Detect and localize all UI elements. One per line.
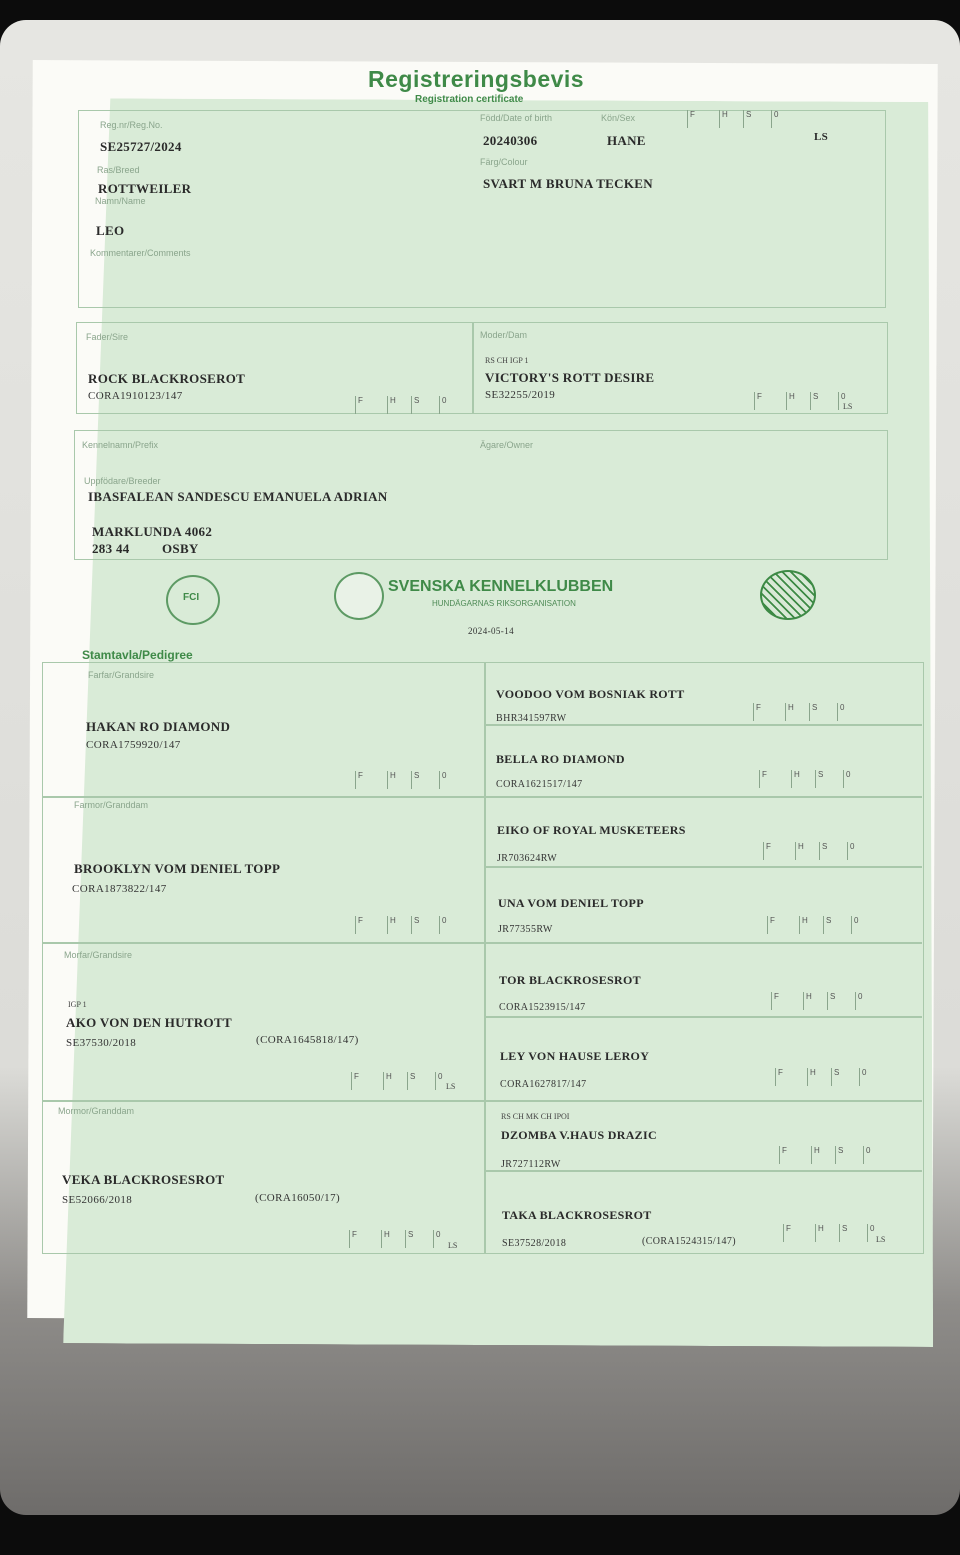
- fhs-label: 0: [870, 1224, 875, 1233]
- fhs-label: 0: [866, 1146, 871, 1155]
- fhs-label: F: [770, 916, 775, 925]
- sex-value: HANE: [607, 133, 646, 148]
- fhs-label: 0: [840, 703, 845, 712]
- great-grandparent-reg: SE37528/2018: [502, 1238, 567, 1249]
- grandsire-m-label: Morfar/Grandsire: [64, 950, 133, 960]
- fhs-label: F: [358, 396, 363, 405]
- fhs-label: H: [806, 992, 812, 1001]
- grandparent-name: VEKA BLACKROSESROT: [62, 1172, 225, 1187]
- fhs-label: F: [352, 1230, 357, 1239]
- fhs-label: 0: [438, 1072, 443, 1081]
- sire-reg: CORA1910123/147: [88, 390, 183, 402]
- grandparent-name: AKO VON DEN HUTROTT: [66, 1015, 232, 1030]
- dog-logo: [760, 570, 816, 620]
- grandparent-reg: CORA1873822/147: [72, 883, 167, 895]
- grandsire-p-label: Farfar/Grandsire: [88, 670, 155, 680]
- fhs-label: S: [414, 396, 420, 405]
- fhs-label: H: [390, 916, 396, 925]
- great-grandparent-title: RS CH MK CH IPOI: [501, 1112, 570, 1121]
- breeder-city: OSBY: [162, 541, 199, 556]
- dam-ls: LS: [843, 402, 853, 411]
- great-grandparent-name: EIKO OF ROYAL MUSKETEERS: [497, 823, 686, 837]
- certificate-subtitle: Registration certificate: [415, 94, 524, 105]
- great-grandparent-name: UNA VOM DENIEL TOPP: [498, 896, 644, 910]
- fhs-label: F: [358, 771, 363, 780]
- great-grandparent-name: TOR BLACKROSESROT: [499, 973, 641, 987]
- great-grandparent-reg: JR727112RW: [501, 1159, 561, 1170]
- grandparent-reg: CORA1759920/147: [86, 739, 181, 751]
- grandparent-name: BROOKLYN VOM DENIEL TOPP: [74, 861, 281, 876]
- great-grandparent-reg: JR703624RW: [497, 853, 558, 864]
- owner-label: Ägare/Owner: [480, 440, 534, 450]
- fhs-label: F: [786, 1224, 791, 1233]
- issue-date: 2024-05-14: [468, 626, 514, 636]
- great-grandparent-reg: JR77355RW: [498, 924, 553, 935]
- fhs-label: S: [813, 392, 819, 401]
- fhs-label: S: [812, 703, 818, 712]
- great-grandparent-name: DZOMBA V.HAUS DRAZIC: [501, 1128, 657, 1142]
- grandparent-alt-reg: (CORA1645818/147): [256, 1034, 359, 1046]
- fhs-label: 0: [854, 916, 859, 925]
- name-label: Namn/Name: [95, 196, 146, 206]
- fhs-label: S: [834, 1068, 840, 1077]
- great-grandparent-name: TAKA BLACKROSESROT: [502, 1208, 652, 1222]
- fhs-label: 0: [436, 1230, 441, 1239]
- fhs-label: F: [757, 392, 762, 401]
- fhs-label: S: [826, 916, 832, 925]
- fhs-label: H: [390, 396, 396, 405]
- grandparent-alt-reg: (CORA16050/17): [255, 1192, 341, 1204]
- regno-value: SE25727/2024: [100, 139, 182, 154]
- grandparent-name: HAKAN RO DIAMOND: [86, 719, 231, 734]
- fhs-label: S: [746, 110, 752, 119]
- great-grandparent-name: LEY VON HAUSE LEROY: [500, 1049, 650, 1063]
- fhs-label: S: [822, 842, 828, 851]
- granddam-m-label: Mormor/Granddam: [58, 1106, 135, 1116]
- comments-label: Kommentarer/Comments: [90, 248, 191, 258]
- fhs-label: S: [410, 1072, 416, 1081]
- fhs-label: H: [788, 703, 794, 712]
- fhs-label: F: [358, 916, 363, 925]
- fhs-label: H: [814, 1146, 820, 1155]
- club-subtitle: HUNDÄGARNAS RIKSORGANISATION: [432, 599, 576, 608]
- fhs-label: 0: [774, 110, 779, 119]
- breeder-name: IBASFALEAN SANDESCU EMANUELA ADRIAN: [88, 489, 388, 504]
- great-grandparent-ls: LS: [876, 1235, 886, 1244]
- fhs-label: F: [762, 770, 767, 779]
- fhs-label: S: [408, 1230, 414, 1239]
- grandparent-ls: LS: [448, 1241, 458, 1250]
- grandparent-title: IGP 1: [68, 1000, 87, 1009]
- fhs-label: H: [386, 1072, 392, 1081]
- fhs-label: F: [774, 992, 779, 1001]
- breed-label: Ras/Breed: [97, 165, 140, 175]
- birth-label: Född/Date of birth: [480, 113, 553, 123]
- sire-label: Fader/Sire: [86, 332, 129, 342]
- dam-name: VICTORY'S ROTT DESIRE: [485, 370, 655, 385]
- name-value: LEO: [96, 223, 125, 238]
- granddam-p-label: Farmor/Granddam: [74, 800, 149, 810]
- breeder-address: MARKLUNDA 4062: [92, 524, 213, 539]
- fhs-label: S: [842, 1224, 848, 1233]
- breeder-label: Uppfödare/Breeder: [84, 476, 161, 486]
- fhs-label: F: [766, 842, 771, 851]
- fhs-label: H: [818, 1224, 824, 1233]
- great-grandparent-name: VOODOO VOM BOSNIAK ROTT: [496, 687, 685, 701]
- fhs-label: H: [810, 1068, 816, 1077]
- fhs-label: H: [802, 916, 808, 925]
- fhs-label: F: [354, 1072, 359, 1081]
- dam-reg: SE32255/2019: [485, 389, 556, 401]
- great-grandparent-reg: CORA1523915/147: [499, 1002, 586, 1013]
- sex-label: Kön/Sex: [601, 113, 636, 123]
- breed-value: ROTTWEILER: [98, 181, 192, 196]
- fhs-label: 0: [858, 992, 863, 1001]
- fci-logo: FCI: [166, 575, 220, 625]
- great-grandparent-reg: BHR341597RW: [496, 713, 567, 724]
- great-grandparent-reg: CORA1621517/147: [496, 779, 583, 790]
- dog-ls: LS: [814, 131, 829, 143]
- grandparent-reg: SE37530/2018: [66, 1037, 137, 1049]
- breeder-zip: 283 44: [92, 541, 130, 556]
- dam-title: RS CH IGP 1: [485, 356, 529, 365]
- fhs-label: 0: [850, 842, 855, 851]
- grandparent-reg: SE52066/2018: [62, 1194, 133, 1206]
- fhs-label: F: [690, 110, 695, 119]
- fhs-label: H: [390, 771, 396, 780]
- dog-info-box: [78, 110, 886, 308]
- fhs-label: F: [778, 1068, 783, 1077]
- fhs-label: S: [818, 770, 824, 779]
- pedigree-title: Stamtavla/Pedigree: [82, 648, 193, 662]
- certificate-title: Registreringsbevis: [368, 66, 585, 92]
- great-grandparent-name: BELLA RO DIAMOND: [496, 752, 625, 766]
- great-grandparent-reg: CORA1627817/147: [500, 1079, 587, 1090]
- fhs-label: 0: [442, 916, 447, 925]
- fhs-label: 0: [846, 770, 851, 779]
- fhs-label: S: [414, 771, 420, 780]
- grandparent-ls: LS: [446, 1082, 456, 1091]
- fhs-label: H: [798, 842, 804, 851]
- fhs-label: 0: [862, 1068, 867, 1077]
- colour-value: SVART M BRUNA TECKEN: [483, 176, 653, 191]
- skk-logo: [334, 572, 384, 620]
- fhs-label: 0: [442, 771, 447, 780]
- dam-label: Moder/Dam: [480, 330, 528, 340]
- fhs-label: H: [722, 110, 728, 119]
- fhs-label: H: [789, 392, 795, 401]
- fhs-label: S: [414, 916, 420, 925]
- kennel-label: Kennelnamn/Prefix: [82, 440, 159, 450]
- fhs-label: S: [838, 1146, 844, 1155]
- fhs-label: F: [756, 703, 761, 712]
- birth-value: 20240306: [483, 133, 538, 148]
- sire-name: ROCK BLACKROSEROT: [88, 371, 246, 386]
- fhs-label: H: [384, 1230, 390, 1239]
- fhs-label: 0: [841, 392, 846, 401]
- fhs-label: 0: [442, 396, 447, 405]
- colour-label: Färg/Colour: [480, 157, 528, 167]
- fhs-label: H: [794, 770, 800, 779]
- club-name: SVENSKA KENNELKLUBBEN: [388, 578, 614, 595]
- fhs-label: F: [782, 1146, 787, 1155]
- great-grandparent-alt-reg: (CORA1524315/147): [642, 1236, 737, 1247]
- regno-label: Reg.nr/Reg.No.: [100, 120, 163, 130]
- fhs-label: S: [830, 992, 836, 1001]
